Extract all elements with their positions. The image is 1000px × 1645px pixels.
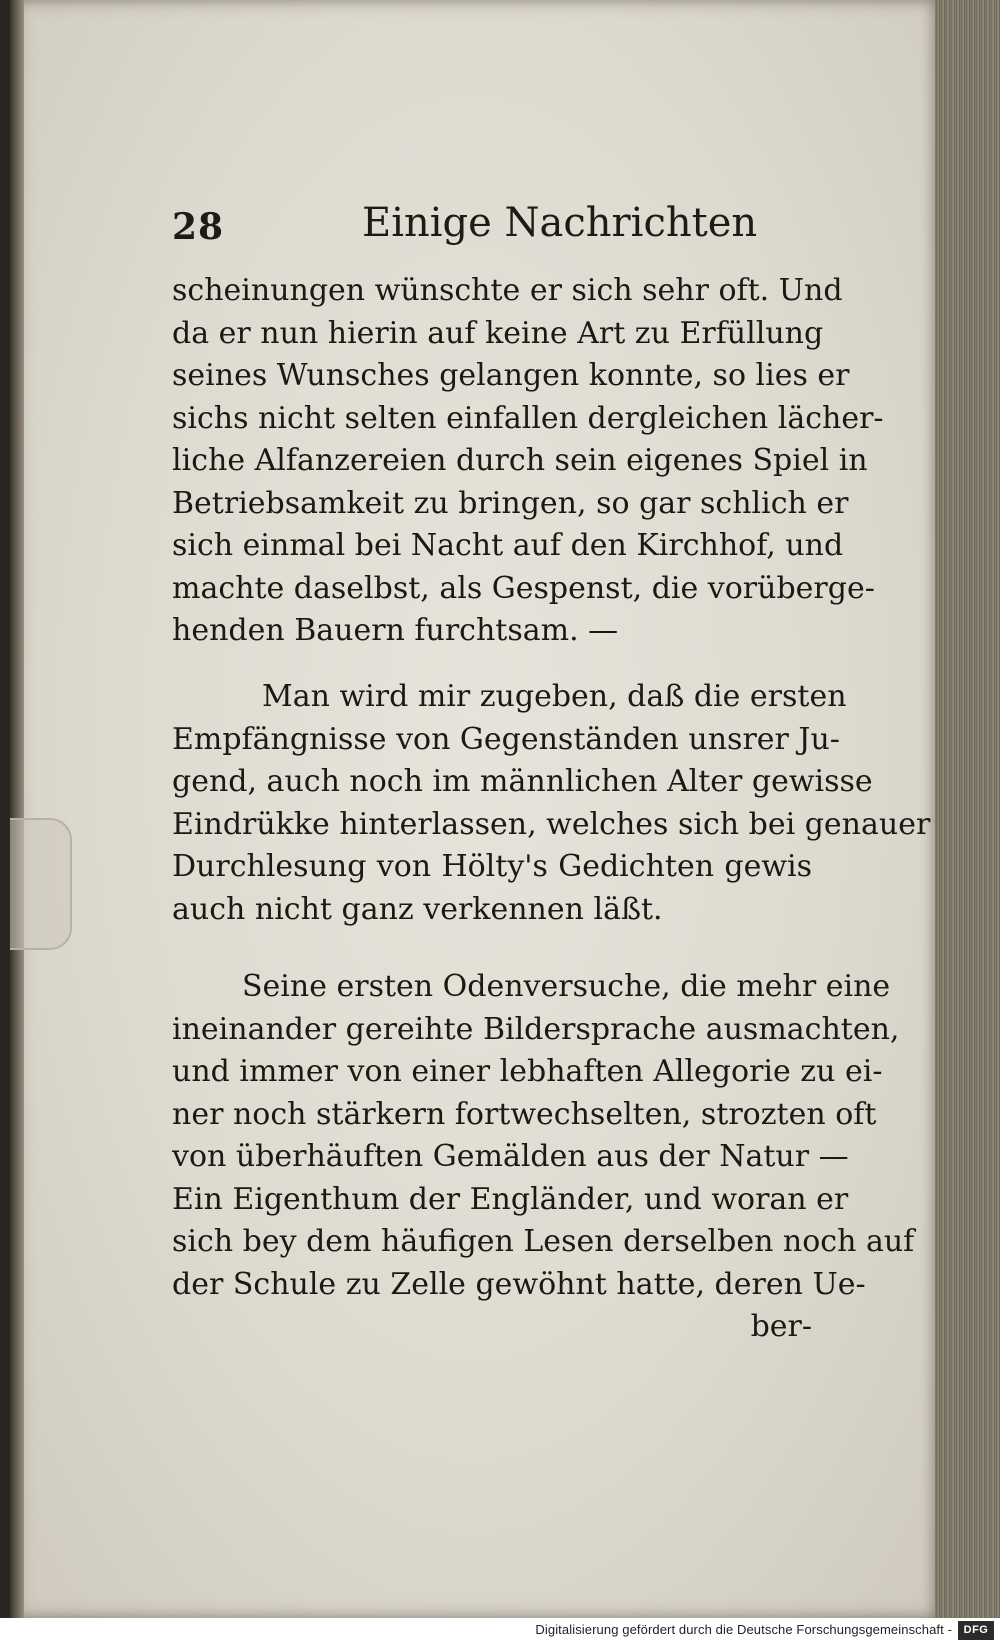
text-line: ineinander gereihte Bildersprache ausmachten, <box>172 1011 900 1047</box>
text-line: Seine ersten Odenversuche, die mehr eine <box>242 969 891 1004</box>
funding-credit: Digitalisierung gefördert durch die Deutsche Forschungsgemeinschaft - <box>535 1622 952 1637</box>
text-line: sich einmal bei Nacht auf den Kirchhof, und <box>172 528 844 563</box>
text-line: Ein Eigenthum der Engländer, und woran er <box>172 1181 849 1217</box>
book-page-edges <box>930 0 1000 1618</box>
page-number: 28 <box>172 206 225 248</box>
text-line: da er nun hierin auf keine Art zu Erfüllung <box>172 315 824 351</box>
page-header <box>172 196 812 256</box>
text-line: scheinungen wünschte er sich sehr oft. Und <box>172 273 843 308</box>
paragraph-2 <box>172 676 931 931</box>
paragraph-1 <box>172 270 884 653</box>
text-line: liche Alfanzereien durch sein eigenes Spiel in <box>172 443 868 478</box>
text-line: seines Wunsches gelangen konnte, so lies er <box>172 358 850 393</box>
text-line: und immer von einer lebhaften Allegorie zu ei- <box>172 1054 883 1089</box>
dfg-logo-icon: DFG <box>958 1621 994 1640</box>
book-spine-shadow <box>10 0 24 1618</box>
paragraph-3 <box>172 966 915 1349</box>
text-line: der Schule zu Zelle gewöhnt hatte, deren Ue- <box>172 1266 866 1302</box>
text-line: gend, auch noch im männlichen Alter gewisse <box>172 764 873 799</box>
text-line: Durchlesung von Hölty's Gedichten gewis <box>172 849 812 884</box>
text-line: Eindrükke hinterlassen, welches sich bei genauer <box>172 806 931 842</box>
page-tab-mark <box>10 818 72 950</box>
running-title: Einige Nachrichten <box>362 200 758 246</box>
text-line: von überhäuften Gemälden aus der Natur — <box>172 1139 849 1174</box>
text-line: Empfängnisse von Gegenständen unsrer Ju- <box>172 721 840 757</box>
text-line: henden Bauern furchtsam. — <box>172 613 619 648</box>
text-line: Man wird mir zugeben, daß die ersten <box>262 679 847 714</box>
text-line: sichs nicht selten einfallen dergleichen lächer- <box>172 400 884 436</box>
text-line: machte daselbst, als Gespenst, die vorüberge- <box>172 570 875 606</box>
text-line: ner noch stärkern fortwechselten, strozten oft <box>172 1096 877 1132</box>
digitization-footer <box>0 1618 1000 1645</box>
text-line: sich bey dem häufigen Lesen derselben noch auf <box>172 1224 915 1259</box>
text-line: Betriebsamkeit zu bringen, so gar schlich er <box>172 485 849 521</box>
text-line: auch nicht ganz verkennen läßt. <box>172 891 663 927</box>
catchword: ber- <box>750 1309 812 1344</box>
